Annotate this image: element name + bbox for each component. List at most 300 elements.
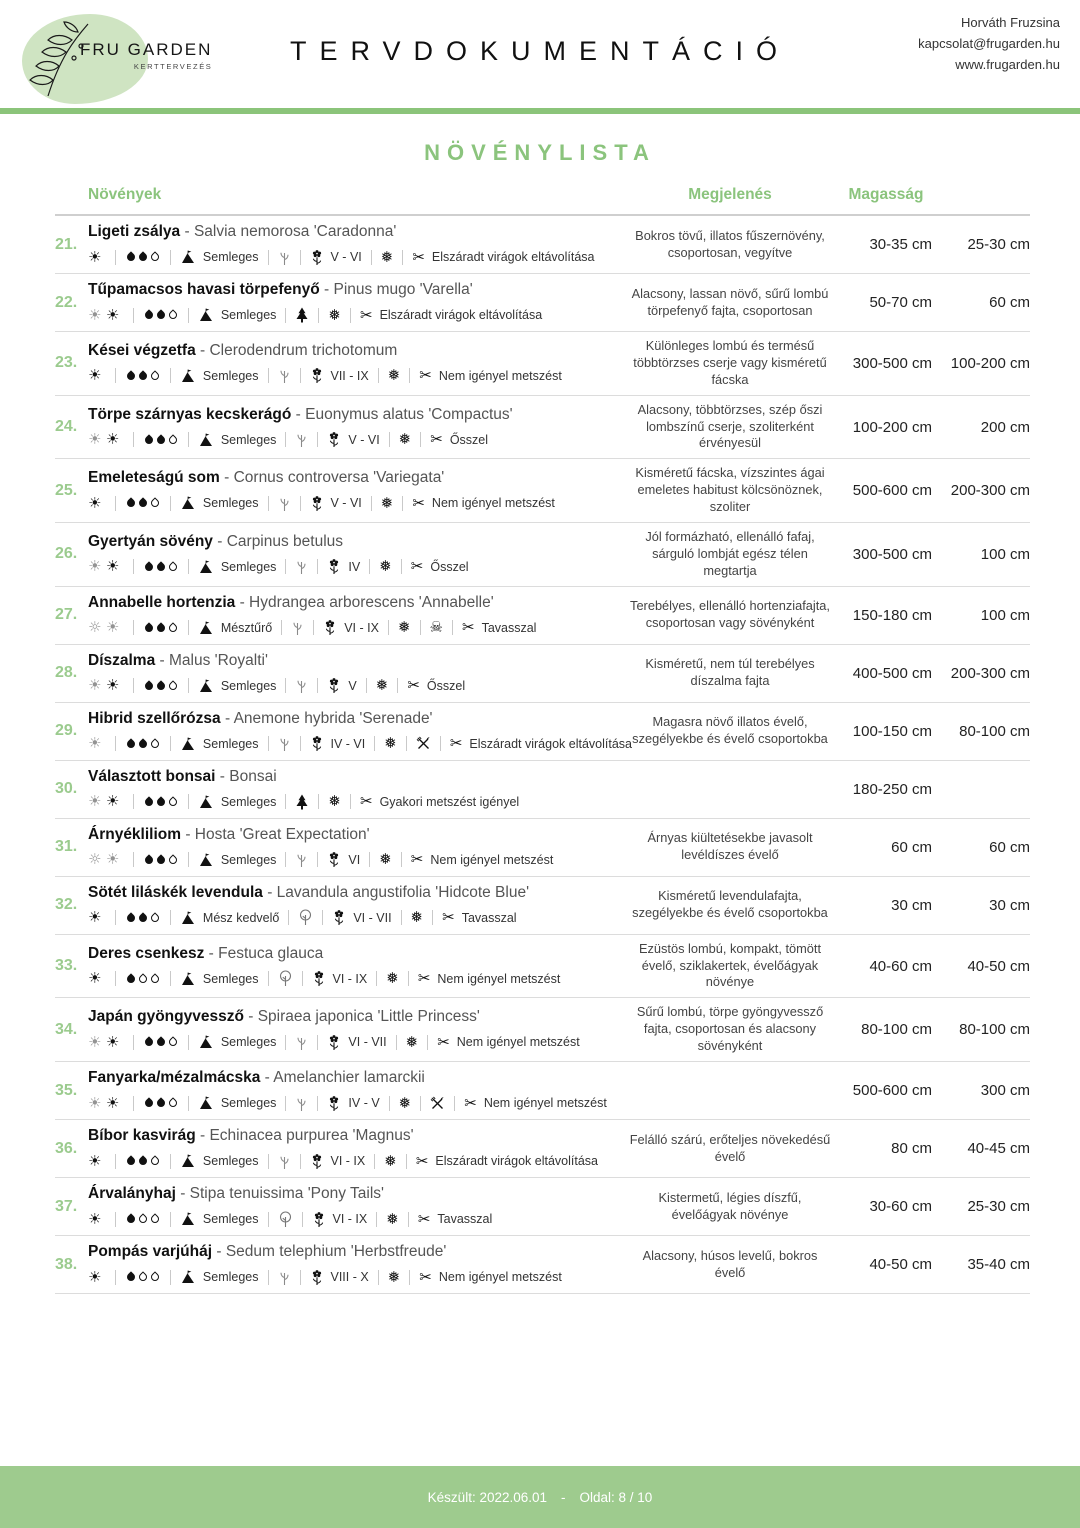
separator	[285, 432, 286, 447]
document-title: TERVDOKUMENTÁCIÓ	[289, 36, 791, 66]
spacer	[101, 1210, 105, 1228]
pruning-label: Nem igényel metszést	[431, 496, 555, 511]
separator	[300, 736, 301, 751]
sun-icon: ☀	[88, 676, 102, 695]
separator	[268, 250, 269, 265]
spacer	[119, 677, 123, 695]
water-need-icon	[143, 436, 179, 444]
plant-attribute-icons	[88, 734, 632, 754]
table-row	[55, 274, 1030, 332]
soil-icon	[180, 911, 196, 925]
pruning-label: Tavasszal	[481, 620, 537, 635]
sun-icon: ☼	[88, 618, 102, 637]
plant-main-cell	[88, 280, 620, 325]
pruning-label: Ősszel	[426, 678, 466, 693]
separator	[133, 852, 134, 867]
water-drop-icon	[125, 973, 136, 984]
plant-title-line	[88, 468, 620, 488]
row-number: 36.	[55, 1139, 78, 1157]
plant-name: Kései végzetfa	[88, 341, 196, 359]
scissors-icon: ✂	[412, 247, 425, 266]
snowflake-icon: ❅	[410, 908, 424, 927]
separator	[378, 368, 379, 383]
spacer	[101, 1268, 105, 1286]
water-need-icon	[143, 1038, 179, 1046]
sprout-icon	[278, 1269, 291, 1286]
pruning-label: Nem igényel metszést	[456, 1035, 580, 1050]
plant-main-cell	[88, 405, 620, 450]
plant-height-primary: 400-500 cm	[852, 664, 932, 682]
scissors-icon: ✂	[412, 493, 425, 512]
water-drop-icon	[143, 309, 154, 320]
plant-title-line	[88, 825, 620, 845]
separator	[115, 1270, 116, 1285]
plant-height-primary: 40-60 cm	[869, 957, 932, 975]
soil-label: Semleges	[202, 971, 259, 986]
water-drop-icon	[167, 680, 178, 691]
sprout-icon	[278, 367, 291, 384]
plant-height-secondary: 100 cm	[980, 606, 1030, 624]
bloom-months-label: V - VI	[348, 432, 380, 447]
plant-attribute-icons	[88, 305, 620, 325]
scissors-icon: ✂	[461, 618, 475, 637]
separator	[170, 250, 171, 265]
plant-height-secondary: 35-40 cm	[967, 1256, 1030, 1274]
skull-icon: ☠	[429, 618, 443, 637]
plant-attribute-icons	[88, 1151, 620, 1171]
row-number: 30.	[55, 780, 78, 798]
sun-icon: ☀	[105, 1032, 120, 1051]
pruning-label: Tavasszal	[461, 910, 517, 925]
column-header-plants: Növények	[88, 186, 162, 203]
soil-label: Semleges	[202, 736, 259, 751]
bloom-icon	[327, 431, 341, 448]
separator	[133, 1096, 134, 1111]
soil-icon	[198, 308, 214, 322]
plant-attribute-icons	[88, 676, 620, 696]
water-drop-icon	[149, 1155, 160, 1166]
water-drop-icon	[137, 973, 148, 984]
water-drop-icon	[167, 622, 178, 633]
row-number: 33.	[55, 957, 78, 975]
plant-title-line	[88, 1126, 620, 1146]
separator	[376, 971, 377, 986]
separator	[285, 852, 286, 867]
pruning-label: Elszáradt virágok eltávolítása	[469, 736, 632, 751]
separator	[133, 794, 134, 809]
water-need-icon	[143, 624, 179, 632]
plant-description: Kisméretű, nem túl terebélyes díszalma fajta	[645, 656, 815, 689]
plant-main-cell	[88, 468, 620, 513]
separator	[389, 432, 390, 447]
contact-email: kapcsolat@frugarden.hu	[918, 36, 1060, 51]
separator	[285, 308, 286, 323]
water-drop-icon	[143, 1037, 154, 1048]
plant-description: Alacsony, húsos levelű, bokros évelő	[642, 1247, 818, 1280]
plant-attribute-icons	[88, 969, 620, 989]
sun-icon: ☀	[88, 734, 102, 753]
plant-title-line	[88, 1007, 620, 1027]
bloom-months-label: IV	[348, 559, 361, 574]
plant-height-primary: 180-250 cm	[852, 780, 932, 798]
plant-name: Deres csenkesz	[88, 944, 205, 962]
plant-main-cell	[88, 883, 620, 928]
scissors-icon: ✂	[419, 1267, 432, 1286]
pruning-label: Nem igényel metszést	[438, 1270, 562, 1285]
separator	[268, 1270, 269, 1285]
soil-label: Semleges	[220, 852, 277, 867]
row-number: 35.	[55, 1081, 78, 1099]
sprout-icon	[278, 249, 291, 266]
row-number: 21.	[55, 235, 78, 253]
plant-height-secondary: 60 cm	[989, 294, 1030, 311]
water-drop-icon	[137, 738, 148, 749]
plant-name: Gyertyán sövény	[88, 532, 213, 550]
plant-latin-name: - Lavandula angustifolia 'Hidcote Blue'	[262, 883, 530, 901]
table-row	[55, 1120, 1030, 1178]
bloom-months-label: V	[348, 678, 357, 693]
separator	[409, 1270, 410, 1285]
water-drop-icon	[149, 498, 160, 509]
water-need-icon	[125, 1157, 161, 1165]
soil-icon	[198, 433, 214, 447]
separator	[397, 678, 398, 693]
soil-icon	[180, 1154, 196, 1168]
separator	[350, 308, 351, 323]
snowflake-icon: ❅	[386, 1209, 399, 1228]
water-drop-icon	[125, 1271, 136, 1282]
separator	[188, 432, 189, 447]
bloom-months-label: VI - IX	[332, 971, 368, 986]
water-drop-icon	[137, 498, 148, 509]
separator	[402, 496, 403, 511]
plant-height-primary: 80 cm	[891, 1140, 932, 1158]
separator	[300, 496, 301, 511]
plant-name: Fanyarka/mézalmácska	[88, 1069, 261, 1087]
soil-icon	[198, 795, 214, 809]
snowflake-icon: ❅	[380, 493, 394, 512]
plant-title-line	[88, 593, 620, 613]
plant-description: Terebélyes, ellenálló hortenziafajta, csoportosan vagy sövényként	[630, 598, 830, 631]
plant-height-secondary: 80-100 cm	[959, 1021, 1030, 1039]
sun-icon: ☀	[88, 908, 102, 927]
row-number: 24.	[55, 418, 78, 435]
water-drop-icon	[137, 1155, 148, 1166]
plant-height-secondary: 100-200 cm	[950, 354, 1030, 372]
separator	[133, 308, 134, 323]
plant-attribute-icons	[88, 850, 620, 870]
water-drop-icon	[125, 1213, 136, 1224]
separator	[285, 1096, 286, 1111]
snowflake-icon: ❅	[328, 792, 341, 811]
water-drop-icon	[155, 622, 166, 633]
separator	[452, 620, 453, 635]
plant-height-secondary: 40-45 cm	[967, 1140, 1030, 1158]
plant-latin-name: - Clerodendrum trichotomum	[195, 341, 398, 359]
table-row	[55, 332, 1030, 396]
soil-icon	[180, 972, 196, 986]
row-number: 25.	[55, 481, 78, 499]
water-drop-icon	[167, 1037, 178, 1048]
water-drop-icon	[125, 370, 136, 381]
sprout-icon	[295, 558, 308, 575]
separator	[133, 1035, 134, 1050]
scissors-icon: ✂	[437, 1032, 450, 1051]
document-header	[0, 0, 1080, 108]
scissors-icon: ✂	[430, 430, 443, 448]
spacer	[119, 431, 123, 449]
water-drop-icon	[155, 796, 166, 807]
plant-main-cell	[88, 944, 620, 989]
bloom-months-label: IV - V	[348, 1096, 380, 1111]
separator	[115, 1212, 116, 1227]
plant-attribute-icons	[88, 557, 620, 577]
contact-website: www.frugarden.hu	[955, 57, 1060, 72]
plant-name: Törpe szárnyas kecskerágó	[88, 405, 292, 423]
table-row	[55, 587, 1030, 645]
plant-name: Tűpamacsos havasi törpefenyő	[88, 281, 320, 298]
spacer	[101, 735, 105, 753]
pruning-label: Ősszel	[430, 559, 469, 574]
table-row	[55, 877, 1030, 935]
sun-icon: ☀	[88, 247, 102, 266]
bloom-icon	[327, 1034, 341, 1051]
row-number: 37.	[55, 1197, 78, 1215]
table-row	[55, 523, 1030, 587]
sun-icon: ☀	[105, 430, 120, 448]
separator	[388, 620, 389, 635]
water-drop-icon	[155, 680, 166, 691]
plant-title-line	[88, 767, 620, 787]
plant-title-line	[88, 1068, 620, 1088]
cutlery-icon	[416, 736, 431, 751]
bloom-icon	[310, 249, 324, 266]
separator	[318, 308, 319, 323]
tree-icon	[278, 970, 293, 987]
water-drop-icon	[155, 1037, 166, 1048]
separator	[369, 559, 370, 574]
plant-height-primary: 40-50 cm	[869, 1256, 932, 1274]
separator	[401, 559, 402, 574]
sun-icon: ☀	[105, 850, 120, 869]
soil-icon	[180, 1212, 196, 1226]
logo-subtitle: KERTTERVEZÉS	[133, 62, 213, 71]
snowflake-icon: ❅	[384, 1151, 397, 1170]
scissors-icon: ✂	[449, 734, 463, 753]
bloom-months-label: IV - VI	[330, 736, 366, 751]
row-number: 23.	[55, 354, 78, 372]
pruning-label: Nem igényel metszést	[437, 971, 561, 986]
table-row	[55, 761, 1030, 819]
snowflake-icon: ❅	[375, 676, 389, 695]
row-number: 34.	[55, 1020, 78, 1038]
scissors-icon: ✂	[464, 1093, 477, 1112]
water-drop-icon	[167, 434, 178, 445]
scissors-icon: ✂	[419, 366, 432, 385]
plant-attribute-icons	[88, 430, 620, 450]
plant-name: Annabelle hortenzia	[88, 593, 236, 611]
bloom-icon	[312, 970, 326, 987]
contact-block	[918, 12, 1060, 75]
sun-icon: ☀	[88, 305, 102, 324]
plant-description: Különleges lombú és termésű többtörzses cserje vagy kisméretű fácska	[633, 338, 827, 387]
table-row	[55, 998, 1030, 1062]
pruning-label: Elszáradt virágok eltávolítása	[435, 1154, 598, 1169]
scissors-icon: ✂	[359, 792, 373, 811]
soil-label: Mész kedvelő	[202, 910, 280, 925]
plant-height-primary: 50-70 cm	[869, 294, 932, 311]
separator	[454, 1096, 455, 1111]
separator	[420, 432, 421, 447]
bloom-icon	[310, 495, 324, 512]
soil-label: Semleges	[202, 1270, 259, 1285]
separator	[115, 1154, 116, 1169]
separator	[317, 1035, 318, 1050]
water-drop-icon	[143, 434, 154, 445]
plant-attribute-icons	[88, 247, 620, 267]
plant-attribute-icons	[88, 618, 620, 638]
column-header-appearance: Megjelenés	[688, 186, 772, 203]
separator	[420, 620, 421, 635]
soil-icon	[180, 250, 196, 264]
water-need-icon	[143, 682, 179, 690]
plant-title-line	[88, 944, 620, 964]
water-drop-icon	[137, 1213, 148, 1224]
footer-page-number: Oldal: 8 / 10	[579, 1489, 653, 1505]
plant-attribute-icons	[88, 1267, 620, 1287]
soil-label: Semleges	[220, 432, 277, 447]
water-drop-icon	[137, 370, 148, 381]
separator	[432, 910, 433, 925]
soil-label: Mésztűrő	[220, 620, 273, 635]
water-drop-icon	[125, 912, 136, 923]
separator	[133, 678, 134, 693]
plant-attribute-icons	[88, 493, 620, 513]
separator	[170, 368, 171, 383]
plant-latin-name: - Cornus controversa 'Variegata'	[219, 469, 445, 487]
water-drop-icon	[125, 251, 136, 262]
separator	[300, 1270, 301, 1285]
bloom-months-label: VI - VII	[348, 1035, 387, 1050]
water-drop-icon	[143, 622, 154, 633]
separator	[170, 736, 171, 751]
plant-description: Alacsony, lassan növő, sűrű lombú törpefenyő fajta, csoportosan	[631, 285, 829, 318]
separator	[406, 1154, 407, 1169]
separator	[285, 678, 286, 693]
plant-height-secondary: 40-50 cm	[967, 957, 1030, 975]
plant-rows	[0, 216, 1080, 1294]
separator	[402, 250, 403, 265]
plant-main-cell	[88, 1068, 620, 1113]
scissors-icon: ✂	[442, 908, 455, 927]
footer-created: Készült: 2022.06.01	[427, 1489, 548, 1505]
row-number: 27.	[55, 606, 78, 624]
sun-icon: ☀	[88, 1093, 102, 1112]
plant-title-line	[88, 651, 620, 671]
snowflake-icon: ❅	[379, 850, 392, 869]
plant-attribute-icons	[88, 908, 620, 928]
plant-latin-name: - Festuca glauca	[204, 944, 324, 962]
water-drop-icon	[155, 854, 166, 865]
soil-label: Semleges	[220, 308, 277, 322]
soil-label: Semleges	[202, 368, 259, 383]
separator	[406, 736, 407, 751]
plant-main-cell	[88, 709, 632, 754]
spacer	[101, 970, 105, 988]
plant-height-secondary: 80-100 cm	[959, 722, 1030, 740]
bloom-icon	[310, 367, 324, 384]
separator	[188, 308, 189, 323]
separator	[427, 1035, 428, 1050]
separator	[302, 971, 303, 986]
separator	[285, 559, 286, 574]
plant-height-primary: 30-35 cm	[869, 236, 932, 253]
plant-height-secondary: 200 cm	[980, 418, 1030, 436]
plant-title-line	[88, 709, 620, 729]
soil-label: Semleges	[220, 794, 277, 809]
bloom-icon	[310, 735, 324, 752]
plant-name: Árnyékliliom	[88, 825, 182, 843]
plant-name: Ligeti zsálya	[88, 223, 181, 240]
plant-title-line	[88, 280, 620, 300]
separator	[188, 620, 189, 635]
water-drop-icon	[137, 1271, 148, 1282]
water-drop-icon	[143, 561, 154, 572]
scissors-icon: ✂	[410, 850, 424, 869]
sprout-icon	[295, 431, 308, 448]
separator	[133, 559, 134, 574]
row-number: 32.	[55, 896, 78, 914]
bloom-months-label: VII - IX	[330, 368, 369, 383]
plant-description: Felálló szárú, erőteljes növekedésű évelő	[629, 1131, 831, 1164]
contact-name: Horváth Fruzsina	[961, 15, 1060, 30]
sun-icon: ☀	[88, 1032, 102, 1051]
table-row	[55, 1062, 1030, 1120]
plant-name: Választott bonsai	[88, 767, 216, 785]
separator	[378, 1270, 379, 1285]
plant-height-primary: 30-60 cm	[869, 1198, 932, 1216]
sun-icon: ☀	[88, 1209, 102, 1228]
sun-icon: ☀	[105, 676, 120, 695]
separator	[317, 559, 318, 574]
plant-height-secondary: 60 cm	[989, 838, 1030, 856]
row-number: 26.	[55, 545, 78, 563]
separator	[389, 1096, 390, 1111]
header-divider	[0, 108, 1080, 114]
water-need-icon	[143, 311, 179, 319]
bloom-icon	[332, 909, 346, 926]
plant-main-cell	[88, 222, 620, 267]
separator	[281, 620, 282, 635]
separator	[268, 1212, 269, 1227]
page-footer	[0, 1466, 1080, 1528]
water-need-icon	[143, 856, 179, 864]
sprout-icon	[295, 851, 308, 868]
water-drop-icon	[149, 370, 160, 381]
separator	[170, 1154, 171, 1169]
snowflake-icon: ❅	[384, 734, 397, 753]
snowflake-icon: ❅	[405, 1032, 419, 1051]
snowflake-icon: ❅	[397, 618, 411, 637]
water-drop-icon	[143, 854, 154, 865]
separator	[300, 368, 301, 383]
logo-title: FRU GARDEN	[80, 40, 213, 59]
water-need-icon	[143, 798, 179, 806]
separator	[133, 432, 134, 447]
plant-title-line	[88, 532, 620, 552]
plant-description: Árnyas kiültetésekbe javasolt levéldíszes évelő	[647, 830, 813, 863]
soil-icon	[198, 560, 214, 574]
